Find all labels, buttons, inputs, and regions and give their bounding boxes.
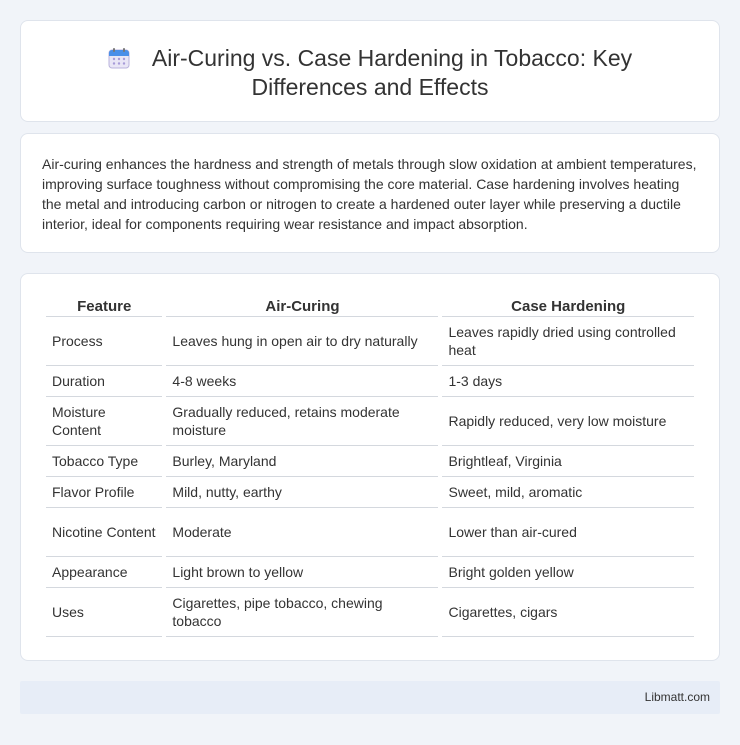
air-curing-cell: Cigarettes, pipe tobacco, chewing tobacco xyxy=(166,588,438,637)
table-row xyxy=(46,397,694,446)
title-card xyxy=(20,20,720,122)
table-row xyxy=(46,557,694,588)
feature-cell: Moisture Content xyxy=(46,397,162,446)
table-row xyxy=(46,508,694,557)
table-row xyxy=(46,446,694,477)
feature-cell: Nicotine Content xyxy=(46,508,162,557)
feature-cell: Tobacco Type xyxy=(46,446,162,477)
air-curing-cell: Light brown to yellow xyxy=(166,557,438,588)
air-curing-cell: Burley, Maryland xyxy=(166,446,438,477)
case-hardening-cell: Sweet, mild, aromatic xyxy=(442,477,694,508)
feature-cell: Process xyxy=(46,317,162,366)
footer-brand[interactable]: Libmatt.com xyxy=(644,690,710,704)
feature-cell: Uses xyxy=(46,588,162,637)
table-row xyxy=(46,366,694,397)
air-curing-cell: 4-8 weeks xyxy=(166,366,438,397)
air-curing-cell: Moderate xyxy=(166,508,438,557)
feature-cell: Appearance xyxy=(46,557,162,588)
intro-paragraph: Air-curing enhances the hardness and strength of metals through slow oxidation at ambient temperatures, improving surface toughness without compromising the core material. Case hardening involves heating the metal and introducing carbon or nitrogen to create a hardened outer layer while preserving a ductile interior, ideal for components requiring wear resistance and impact absorption. xyxy=(42,156,697,232)
feature-cell: Duration xyxy=(46,366,162,397)
page-title: Air-Curing vs. Case Hardening in Tobacco: Key Differences and Effects xyxy=(151,45,633,100)
calendar-icon xyxy=(108,47,130,69)
air-curing-cell: Gradually reduced, retains moderate moisture xyxy=(166,397,438,446)
feature-cell: Flavor Profile xyxy=(46,477,162,508)
footer-bar xyxy=(20,681,720,714)
air-curing-cell: Mild, nutty, earthy xyxy=(166,477,438,508)
table-row xyxy=(46,477,694,508)
column-header: Air-Curing xyxy=(166,296,438,317)
air-curing-cell: Leaves hung in open air to dry naturally xyxy=(166,317,438,366)
table-row xyxy=(46,317,694,366)
column-header: Case Hardening xyxy=(442,296,694,317)
case-hardening-cell: Leaves rapidly dried using controlled heat xyxy=(442,317,694,366)
column-header: Feature xyxy=(46,296,162,317)
case-hardening-cell: Lower than air-cured xyxy=(442,508,694,557)
intro-card xyxy=(20,133,720,253)
case-hardening-cell: Bright golden yellow xyxy=(442,557,694,588)
case-hardening-cell: 1-3 days xyxy=(442,366,694,397)
table-header-row xyxy=(46,296,694,317)
comparison-card xyxy=(20,273,720,661)
case-hardening-cell: Cigarettes, cigars xyxy=(442,588,694,637)
case-hardening-cell: Rapidly reduced, very low moisture xyxy=(442,397,694,446)
page-title-container xyxy=(21,44,719,102)
comparison-table xyxy=(42,296,698,637)
table-row xyxy=(46,588,694,637)
case-hardening-cell: Brightleaf, Virginia xyxy=(442,446,694,477)
